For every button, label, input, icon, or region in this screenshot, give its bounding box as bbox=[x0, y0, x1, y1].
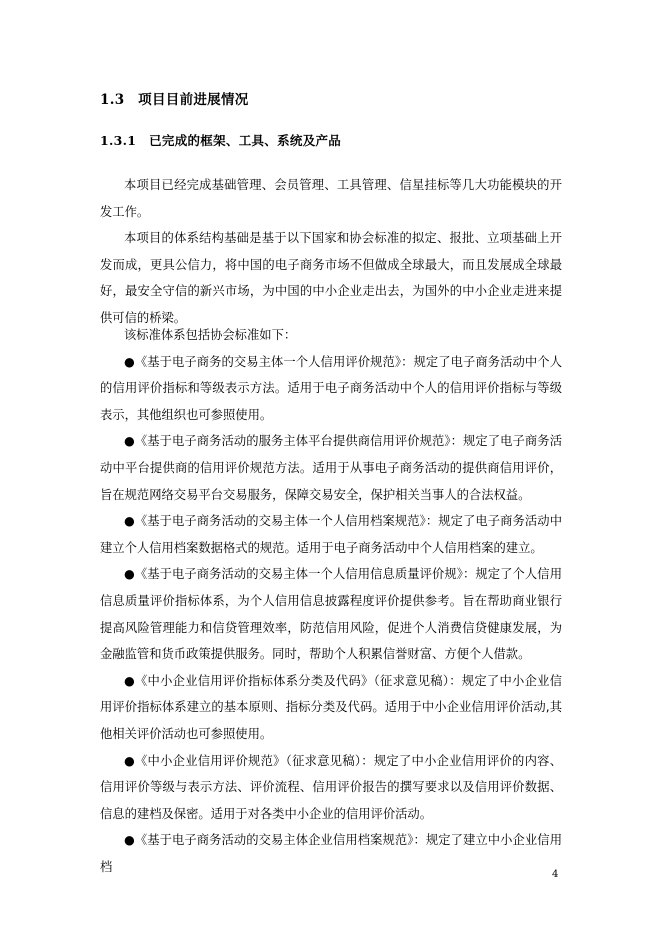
standard-item: ●《中小企业信用评价规范》（征求意见稿）：规定了中小企业信用评价的内容、信用评价等级与表示方法、评价流程、信用评价报告的撰写要求以及信用评价数据、信息的建档及保密。适用于对各类中小企业的信用评价活动。 bbox=[100, 753, 562, 821]
intro-block bbox=[100, 172, 562, 332]
standard-item: ●《基于电子商务的交易主体一个人信用评价规范》：规定了电子商务活动中个人的信用评价指标和等级表示方法。适用于电子商务活动中个人的信用评价指标与等级表示，其他组织也可参照使用。 bbox=[100, 354, 562, 422]
subsection-heading: 1.3.1 已完成的框架、工具、系统及产品 bbox=[100, 133, 342, 148]
standard-item: ●《基于电子商务活动的交易主体一个人信用信息质量评价规》：规定了个人信用信息质量评价指标体系，为个人信用信息披露程度评价提供参考。旨在帮助商业银行提高风险管理能力和信贷管理效率，防范信用风险，促进个人消费信贷健康发展，为金融监管和货币政策提供服务。同时，帮助个人积累信誉财富、方便个人借款。 bbox=[100, 567, 562, 662]
intro-paragraph: 本项目已经完成基础管理、会员管理、工具管理、信星挂标等几大功能模块的开发工作。 bbox=[100, 178, 562, 219]
standard-item: ●《基于电子商务活动的服务主体平台提供商信用评价规范》：规定了电子商务活动中平台提供商的信用评价规范方法。适用于从事电子商务活动的提供商信用评价，旨在规范网络交易平台交易服务，保障交易安全，保护相关当事人的合法权益。 bbox=[100, 434, 562, 502]
standard-item: ●《中小企业信用评价指标体系分类及代码》（征求意见稿）：规定了中小企业信用评价指标体系建立的基本原则、指标分类及代码。适用于中小企业信用评价活动,其他相关评价活动也可参照使用。 bbox=[100, 673, 562, 741]
standards-block bbox=[100, 322, 562, 880]
page-number: 4 bbox=[552, 869, 559, 880]
standard-item: ●《基于电子商务活动的交易主体一个人信用档案规范》：规定了电子商务活动中建立个人信用档案数据格式的规范。适用于电子商务活动中个人信用档案的建立。 bbox=[100, 514, 562, 555]
standard-item: ●《基于电子商务活动的交易主体企业信用档案规范》：规定了建立中小企业信用档 bbox=[100, 833, 562, 874]
intro-paragraph: 本项目的体系结构基础是基于以下国家和协会标准的拟定、报批、立项基础上开发而成，更具公信力，将中国的电子商务市场不但做成全球最大，而且发展成全球最好，最安全守信的新兴市场，为中国的中小企业走出去，为国外的中小企业走进来提供可信的桥梁。 bbox=[100, 231, 562, 325]
standards-intro: 该标准体系包括协会标准如下： bbox=[124, 328, 297, 342]
section-heading: 1.3 项目目前进展情况 bbox=[100, 92, 249, 108]
